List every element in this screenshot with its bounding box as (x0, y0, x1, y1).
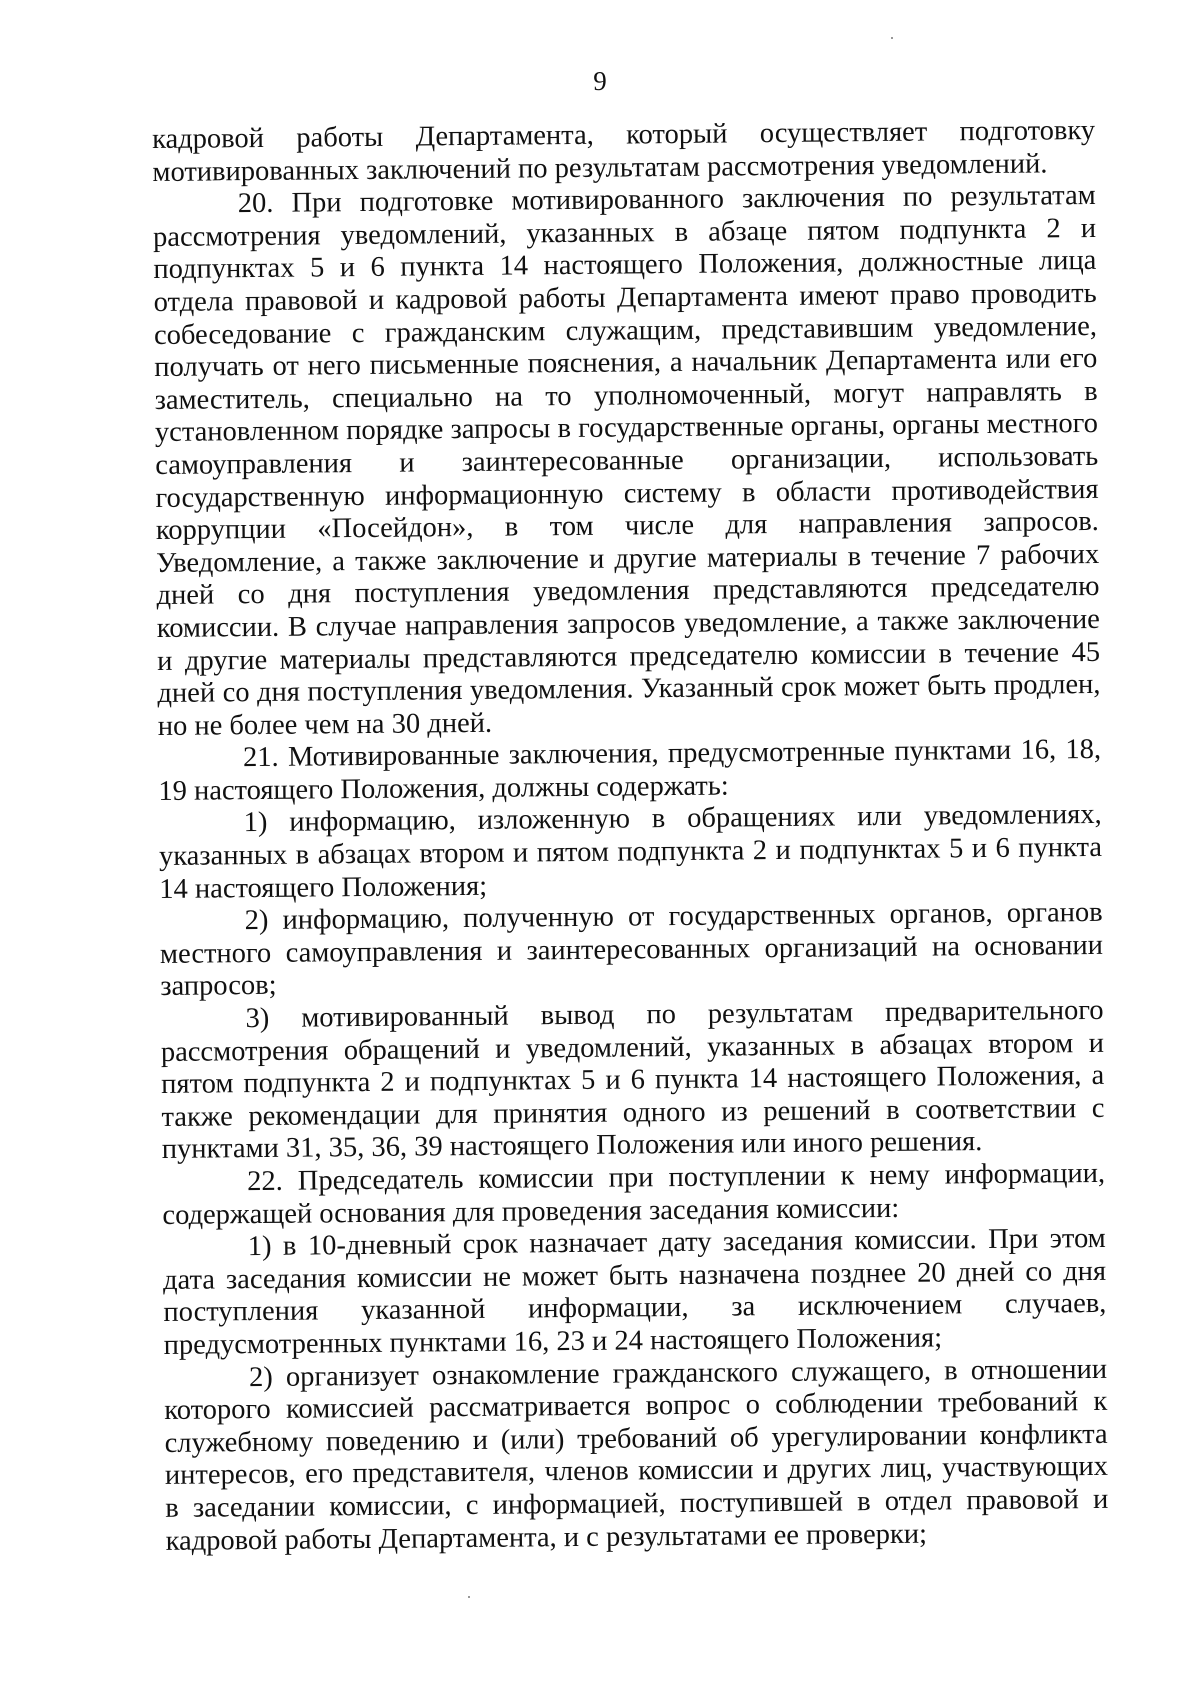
paragraph-21-item-2: 2) информацию, полученную от государственных органов, органов местного самоуправления и заинтересованных организаций на основании запросов; (159, 897, 1104, 1003)
document-body (152, 115, 1109, 1558)
scan-speck (468, 1596, 470, 1598)
scan-speck (891, 37, 893, 39)
paragraph-22-item-2: 2) организует ознакомление гражданского служащего, в отношении которого комиссией рассматривается вопрос о соблюдении требований к служебному поведению и (или) требований об урегулировании конфликта интересов, его представителя, членов комиссии и других лиц, участвующих в заседании комиссии, с информацией, поступившей в отдел правовой и кадровой работы Департамента, и с результатами ее проверки; (164, 1353, 1109, 1557)
paragraph-22: 22. Председатель комиссии при поступлении к нему информации, содержащей основания для проведения заседания комиссии: (162, 1157, 1106, 1231)
paragraph-22-item-1: 1) в 10-дневный срок назначает дату заседания комиссии. При этом дата заседания комиссии не может быть назначена позднее 20 дней со дня поступления указанной информации, за исключением случаев, предусмотренных пунктами 16, 23 и 24 настоящего Положения; (162, 1223, 1107, 1361)
paragraph-continued: кадровой работы Департамента, который осуществляет подготовку мотивированных заключений по результатам рассмотрения уведомлений. (152, 114, 1096, 188)
page-number: 9 (593, 66, 607, 96)
paragraph-21-item-1: 1) информацию, изложенную в обращениях или уведомлениях, указанных в абзацах втором и пятом подпункта 2 и подпунктах 5 и 6 пункта 14 настоящего Положения; (158, 799, 1103, 905)
paragraph-21-item-3: 3) мотивированный вывод по результатам предварительного рассмотрения обращений и уведомлений, указанных в абзацах втором и пятом подпункта 2 и подпунктах 5 и 6 пункта 14 настоящего Положения, а также рекомендации для принятия одного из решений в соответствии с пунктами 31, 35, 36, 39 настоящего Положения или иного решения. (160, 994, 1105, 1166)
paragraph-20: 20. При подготовке мотивированного заключения по результатам рассмотрения уведомлений, указанных в абзаце пятом подпункта 2 и подпунктах 5 и 6 пункта 14 настоящего Положения, должностные лица отдела правовой и кадровой работы Департамента имеют право проводить собеседование с гражданским служащим, представившим уведомление, получать от него письменные пояснения, а начальник Департамента или его заместитель, специально на то уполномоченный, могут направлять в установленном порядке запросы в государственные органы, органы местного самоуправления и заинтересованные организации, использовать государственную информационную систему в области противодействия коррупции «Посейдон», в том числе для направления запросов. Уведомление, а также заключение и другие материалы в течение 7 рабочих дней со дня поступления уведомления представляются председателю комиссии. В случае направления запросов уведомление, а также заключение и другие материалы представляются председателю комиссии в течение 45 дней со дня поступления уведомления. Указанный срок может быть продлен, но не более чем на 30 дней. (152, 180, 1101, 742)
paragraph-21: 21. Мотивированные заключения, предусмотренные пунктами 16, 18, 19 настоящего Положения, должны содержать: (158, 734, 1102, 807)
